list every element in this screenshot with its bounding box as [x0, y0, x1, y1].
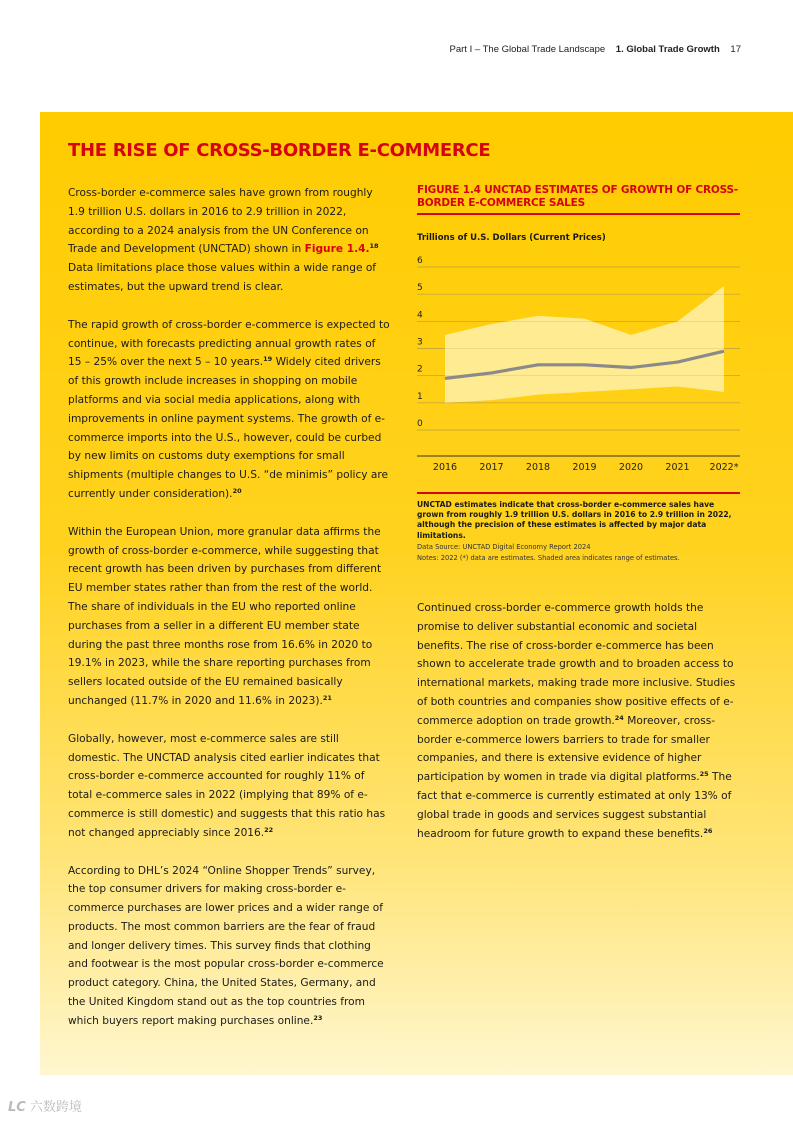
x-tick-label: 2019 — [572, 462, 597, 473]
footnote-ref: 23 — [313, 1013, 323, 1022]
y-tick-label: 2 — [417, 364, 423, 375]
x-tick-label: 2017 — [479, 462, 504, 473]
footnote-ref: 21 — [322, 693, 332, 702]
watermark-logo: LC — [8, 1100, 26, 1115]
y-tick-label: 1 — [417, 391, 423, 402]
paragraph: Within the European Union, more granular data affirms the growth of cross-border e-commerce, while suggesting that recent growth has been driven by purchases from different EU member states rather than from the rest of the world. The share of individuals in the EU who reported online purchases from a seller in a different EU member state during the past three months rose from 16.6% in 2020 to 19.1% in 2023, while the share reporting purchases from sellers located outside of the EU remained basically unchanged (11.7% in 2020 and 11.6% in 2023).$^{21}$ — [68, 525, 382, 707]
y-tick-label: 0 — [417, 419, 423, 429]
right-column — [417, 599, 739, 862]
footnote-ref: 19 — [263, 355, 273, 364]
x-tick-label: 2022* — [709, 462, 739, 473]
figure-source: Data Source: UNCTAD Digital Economy Report 2024 — [417, 542, 591, 551]
footnote-ref: 26 — [703, 826, 713, 835]
paragraph: According to DHL’s 2024 “Online Shopper Trends” survey, the top consumer drivers for making cross-border e-commerce purchases are lower prices and a wider range of products. The most common barriers are the fear of fraud and longer delivery times. This survey finds that clothing and footwear is the most popular cross-border e-commerce product category. China, the United States, Germany, and the United Kingdom stand out as the top countries from which buyers report making purchases online.$^{23}$ — [68, 864, 384, 1027]
estimate-range-band — [445, 286, 724, 403]
footnote-ref: 22 — [264, 825, 274, 834]
figure-1-4 — [417, 184, 740, 562]
x-tick-label: 2018 — [525, 462, 551, 473]
paragraph: Globally, however, most e-commerce sales are still domestic. The UNCTAD analysis cited earlier indicates that cross-border e-commerce accounted for roughly 11% of total e-commerce sales in 2022 (implying that 89% of e-commerce is still domestic) and suggests that this ratio has not changed appreciably since 2016.22 — [68, 732, 386, 839]
paragraph: The rapid growth of cross-border e-commerce is expected to continue, with forecasts predicting annual growth rates of 15 – 25% over the next 5 – 10 years.$^{19}$ Widely cited drivers of this growth include increases in shopping on mobile platforms and via social media applications, along with improvements in online payment systems. The growth of e-commerce imports into the U.S., however, could be curbed by new limits on customs duty exemptions for small shipments (multiple changes to U.S. “de minimis” policy are currently under consideration).$^{20}$ — [68, 318, 390, 500]
y-tick-label: 6 — [417, 256, 423, 266]
content-panel — [40, 112, 793, 1075]
footnote-ref: 24 — [614, 713, 624, 722]
x-tick-label: 2021 — [665, 462, 690, 473]
y-tick-label: 3 — [417, 337, 423, 348]
figure-link[interactable]: Figure 1.4. — [304, 243, 370, 256]
paragraph: Cross-border e-commerce sales have grown from roughly 1.9 trillion U.S. dollars in 2016 to 2.9 trillion in 2022, according to a 2024 analysis from the UN Conference on Trade and Development (UNCTAD) shown in Figure 1.4.18 Data limitations place those values within a wide range of estimates, but the upward trend is clear. — [68, 187, 379, 293]
y-tick-label: 4 — [417, 310, 423, 321]
footnote-ref: 25 — [699, 770, 709, 779]
figure-caption: UNCTAD estimates indicate that cross-border e-commerce sales have grown from roughly 1.9 trillion U.S. dollars in 2016 to 2.9 trillion in 2022, although the precision of these estimates is affected by major data limitations. — [417, 500, 732, 540]
footnote-ref: 20 — [232, 486, 242, 495]
watermark-text: 六数跨境 — [29, 1100, 82, 1115]
paragraph: Continued cross-border e-commerce growth holds the promise to deliver substantial economic and societal benefits. The rise of cross-border e-commerce has been shown to accelerate trade growth and to broaden access to international markets, making trade more inclusive. Studies of both countries and companies show positive effects of e-commerce adoption on trade growth.$^{24}$ Moreover, cross-border e-commerce lowers barriers to trade for smaller companies, and there is extensive evidence of higher participation by women in trade via digital platforms.$^{25}$ The fact that e-commerce is currently estimated at only 13% of global trade in goods and services suggest substantial headroom for future growth to expand these benefits.$^{26}$ — [417, 602, 736, 840]
x-tick-label: 2016 — [432, 462, 458, 473]
x-tick-label: 2020 — [618, 462, 644, 473]
watermark — [8, 1096, 82, 1115]
figure-title: FIGURE 1.4 UNCTAD ESTIMATES OF GROWTH OF CROSS-BORDER E-COMMERCE SALES — [417, 184, 740, 215]
growth-chart — [417, 254, 740, 479]
running-head — [450, 44, 741, 55]
chart-unit-label: Trillions of U.S. Dollars (Current Prices) — [417, 233, 606, 243]
section-label: 1. Global Trade Growth — [615, 44, 720, 55]
footnote-ref: 18 — [369, 242, 379, 251]
page-title: THE RISE OF CROSS-BORDER E-COMMERCE — [68, 140, 491, 161]
y-tick-label: 5 — [417, 283, 423, 294]
part-label: Part I – The Global Trade Landscape — [449, 44, 606, 55]
page-number: 17 — [730, 44, 741, 55]
left-column — [68, 184, 391, 1050]
figure-caption-box — [417, 492, 740, 564]
figure-notes: Notes: 2022 (*) data are estimates. Shaded area indicates range of estimates. — [417, 553, 680, 562]
